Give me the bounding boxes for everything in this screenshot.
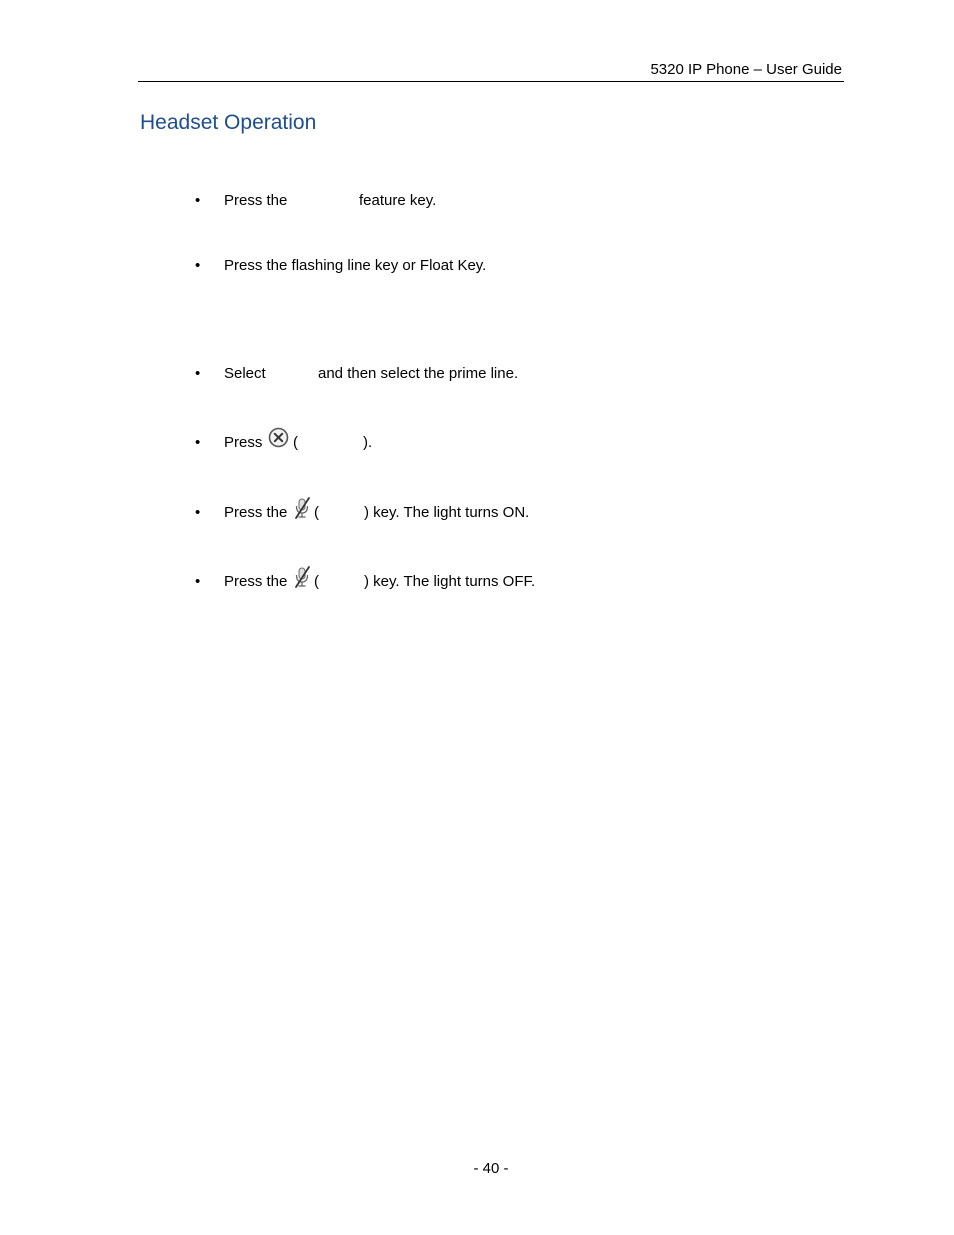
step-text: Select (224, 365, 266, 382)
step-text: ). (363, 434, 373, 451)
step-text: ( (314, 504, 319, 521)
release-x-icon (268, 427, 289, 452)
step-text: ( (314, 573, 319, 590)
bullet: • (195, 434, 201, 451)
step-text: Press the (224, 573, 288, 590)
mute-microphone-icon (293, 565, 311, 593)
step-text: ) key. The light turns ON. (364, 504, 530, 521)
header-divider (138, 81, 844, 82)
page-number: - 40 - (473, 1160, 509, 1177)
step-text: Press the flashing line key or Float Key. (224, 257, 487, 274)
bullet: • (195, 257, 201, 274)
step-text: ( (293, 434, 298, 451)
bullet: • (195, 192, 201, 209)
step-text: Press the (224, 504, 288, 521)
section-heading: Headset Operation (140, 111, 317, 134)
step-text: Press the (224, 192, 288, 209)
bullet: • (195, 573, 201, 590)
step-text: Press (224, 434, 263, 451)
step-text: and then select the prime line. (318, 365, 519, 382)
step-text: ) key. The light turns OFF. (364, 573, 536, 590)
bullet: • (195, 504, 201, 521)
bullet: • (195, 365, 201, 382)
document-header-title: 5320 IP Phone – User Guide (650, 61, 842, 78)
step-text: feature key. (359, 192, 437, 209)
mute-microphone-icon (293, 496, 311, 524)
